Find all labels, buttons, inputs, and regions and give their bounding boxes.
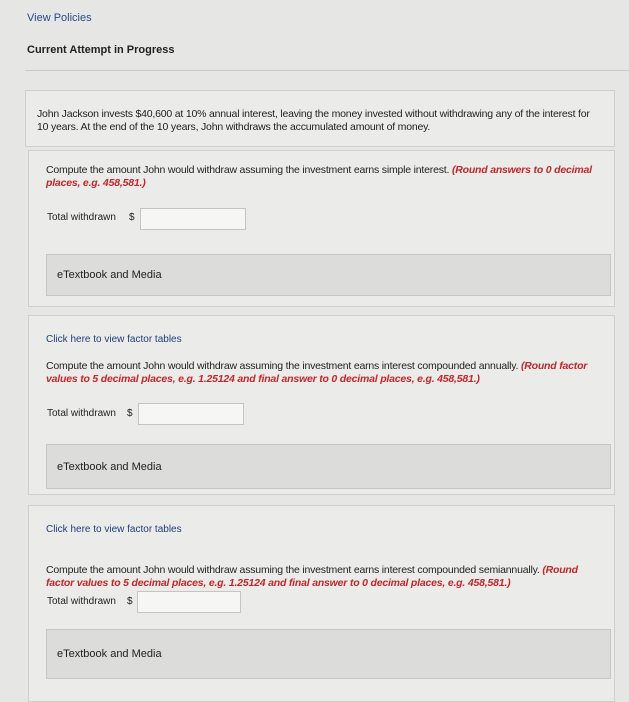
rounding-hint: (Round factor values to 5 decimal places, e.g. 1.25124 and final answer to 0 decimal places, e.g. 458,581.) [46,360,588,385]
part-2 [28,315,615,495]
attempt-status: Current Attempt in Progress [27,44,175,56]
problem-statement [25,90,615,147]
total-withdrawn-label: Total withdrawn [47,212,116,223]
intro-text: John Jackson invests $40,600 at 10% annual interest, leaving the money invested without withdrawing any of the interest for 10 years. At the end of the 10 years, John withdraws the accumulated amount of money. [37,108,590,133]
etextbook-media-button[interactable]: eTextbook and Media [46,444,611,489]
currency-symbol: $ [127,408,133,419]
divider [25,70,629,71]
total-withdrawn-input[interactable] [138,403,244,425]
factor-tables-link[interactable]: Click here to view factor tables [46,524,182,535]
currency-symbol: $ [129,212,135,223]
etextbook-media-button[interactable]: eTextbook and Media [46,254,611,296]
etextbook-media-button[interactable]: eTextbook and Media [46,629,611,679]
total-withdrawn-label: Total withdrawn [47,596,116,607]
question-text: Compute the amount John would withdraw assuming the investment earns interest compounded semiannually. [46,564,540,576]
rounding-hint: (Round factor values to 5 decimal places, e.g. 1.25124 and final answer to 0 decimal places, e.g. 458,581.) [46,564,578,589]
question-text: Compute the amount John would withdraw assuming the investment earns simple interest. [46,164,450,176]
total-withdrawn-label: Total withdrawn [47,408,116,419]
part-1 [28,150,615,307]
question-text: Compute the amount John would withdraw assuming the investment earns interest compounded annually. [46,360,519,372]
rounding-hint: (Round answers to 0 decimal places, e.g. 458,581.) [46,164,592,189]
total-withdrawn-input[interactable] [140,208,246,230]
view-policies-link[interactable]: View Policies [27,12,92,24]
currency-symbol: $ [127,596,133,607]
factor-tables-link[interactable]: Click here to view factor tables [46,334,182,345]
total-withdrawn-input[interactable] [137,591,241,613]
part-3 [28,505,615,702]
